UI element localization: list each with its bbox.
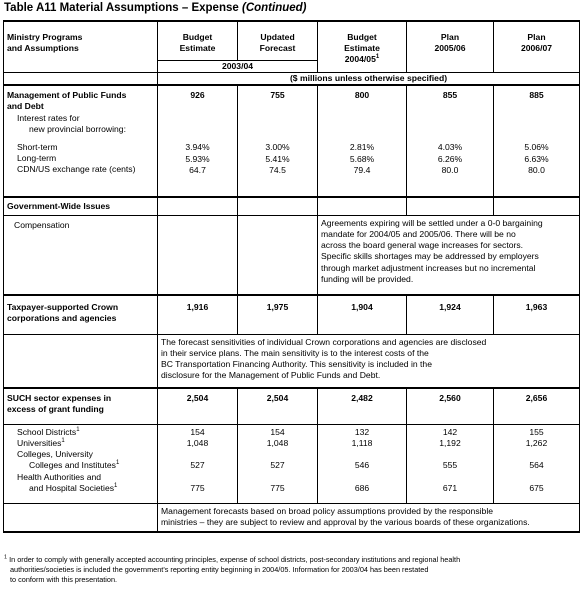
units-note: ($ millions unless otherwise specified) [158, 72, 580, 85]
crown-value: 1,924 [407, 295, 494, 334]
header-year-2003: 2003/04 [158, 60, 318, 72]
compensation-note: Agreements expiring will be settled under a 0-0 bargaining mandate for 2004/05 and 2005/06. There will be no across the board general wage increases for sectors. Specific skills shortages may be addressed by employers through market adjustment increases but no incremental funding will be provided. [318, 215, 580, 295]
mpf-label-cell: Management of Public Funds and Debt Interest rates for new provincial borrowing: Short-term Long-term CDN/US exchange rate (cents) [4, 85, 158, 197]
such-detail-row [4, 424, 580, 503]
such-value: 2,504 [158, 388, 238, 424]
mpf-col-2006: 885 5.06% 6.63% 80.0 [494, 85, 580, 197]
header-plan-2005: Plan 2005/06 [407, 21, 494, 72]
such-detail-col: 132 1,118 546 686 [318, 424, 407, 503]
compensation-row [4, 215, 580, 295]
mpf-row [4, 85, 580, 197]
mpf-col-budget2003: 926 3.94% 5.93% 64.7 [158, 85, 238, 197]
such-note-row [4, 503, 580, 532]
such-value: 2,482 [318, 388, 407, 424]
mpf-col-2005: 855 4.03% 6.26% 80.0 [407, 85, 494, 197]
such-value: 2,504 [238, 388, 318, 424]
such-detail-col: 142 1,192 555 671 [407, 424, 494, 503]
mpf-col-forecast2003: 755 3.00% 5.41% 74.5 [238, 85, 318, 197]
compensation-label: Compensation [4, 215, 158, 295]
crown-note-row [4, 334, 580, 388]
header-budget-estimate: Budget Estimate [158, 21, 238, 60]
such-value: 2,560 [407, 388, 494, 424]
header-budget-estimate-2004: Budget Estimate $2004/05^1$ [318, 21, 407, 72]
such-detail-col: 155 1,262 564 675 [494, 424, 580, 503]
mpf-col-2004: 800 2.81% 5.68% 79.4 [318, 85, 407, 197]
such-detail-col: 154 1,048 527 775 [238, 424, 318, 503]
such-value: 2,656 [494, 388, 580, 424]
crown-value: 1,904 [318, 295, 407, 334]
crown-value: 1,975 [238, 295, 318, 334]
table-title: Table A11 Material Assumptions – Expense (Continued) [4, 2, 307, 14]
crown-label: Taxpayer-supported Crown corporations and agencies [4, 295, 158, 334]
such-detail-col: 154 1,048 527 775 [158, 424, 238, 503]
crown-value: 1,963 [494, 295, 580, 334]
crown-note: The forecast sensitivities of individual Crown corporations and agencies are disclosed in their service plans. The main sensitivity is to the interest costs of the BC Transportation Financing Authority. This sensitivity is included in the disclosure for the Management of Public Funds and Debt. [158, 334, 580, 388]
material-assumptions-table [3, 20, 580, 533]
crown-value: 1,916 [158, 295, 238, 334]
header-row [4, 21, 580, 60]
header-programs: Ministry Programs and Assumptions [4, 21, 158, 72]
header-plan-2006: Plan 2006/07 [494, 21, 580, 72]
footnote: $^1$ In order to comply with generally accepted accounting principles, expense of school districts, post-secondary institutions and regional health authorities/societies is included the government's reporting entity beginning in 2004/05. Information for 2003/04 has been restated to conform with this presentation. [4, 554, 461, 584]
gwi-label: Government-Wide Issues [4, 197, 158, 215]
such-note: Management forecasts based on broad policy assumptions provided by the responsible ministries – they are subject to review and approval by the various boards of these organizations. [158, 503, 580, 532]
such-label: SUCH sector expenses in excess of grant funding [4, 388, 158, 424]
gwi-row [4, 197, 580, 215]
header-updated-forecast: Updated Forecast [238, 21, 318, 60]
such-detail-labels: School Districts$^1$ Universities$^1$ Colleges, University Colleges and Institutes$^1$ Health Authorities and and Hospital Societies$^1$ [4, 424, 158, 503]
crown-row [4, 295, 580, 334]
such-row [4, 388, 580, 424]
